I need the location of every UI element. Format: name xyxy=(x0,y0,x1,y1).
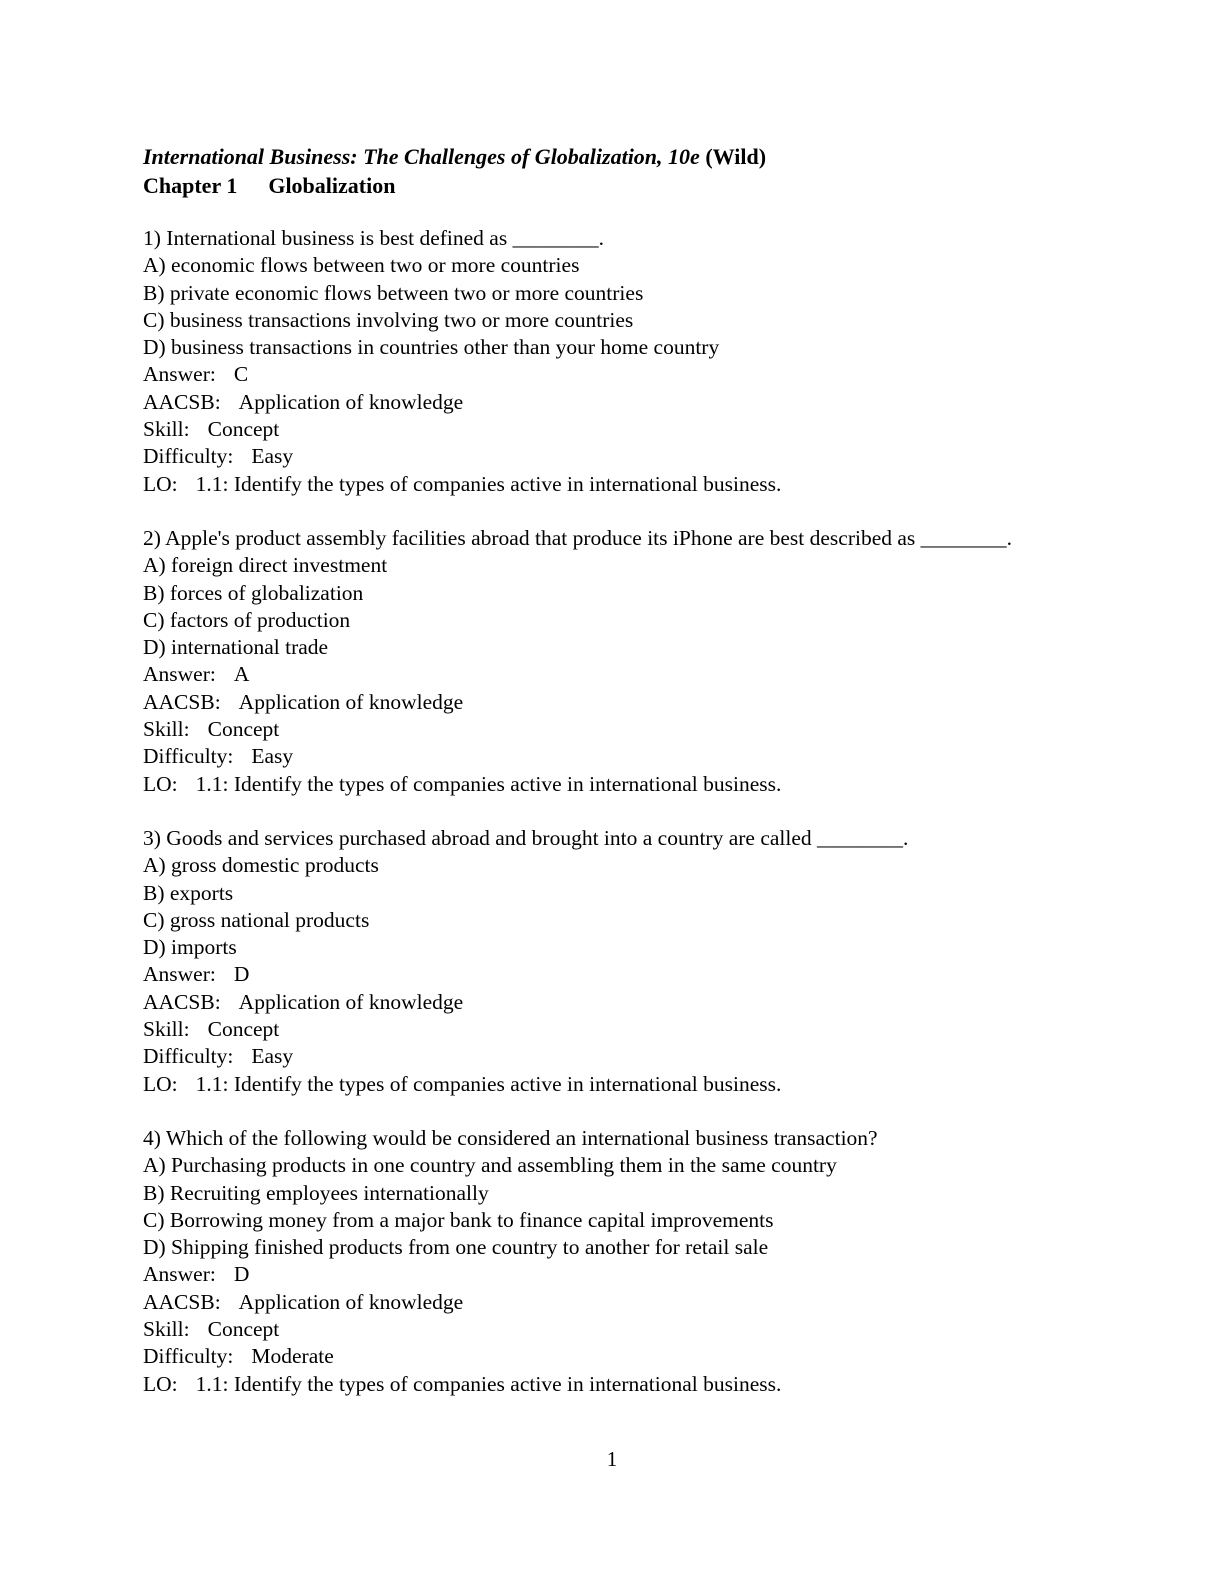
question-list xyxy=(143,225,1103,1398)
lo-line-value: 1.1: Identify the types of companies active in international business. xyxy=(195,771,782,796)
aacsb-line xyxy=(143,989,1103,1016)
difficulty-line xyxy=(143,1343,1103,1370)
answer-option: B) private economic flows between two or more countries xyxy=(143,280,644,305)
answer-option: D) imports xyxy=(143,935,237,960)
aacsb-line-label: AACSB: xyxy=(143,689,221,714)
lo-line-label: LO: xyxy=(143,771,178,796)
aacsb-line xyxy=(143,1289,1103,1316)
book-title-line xyxy=(143,142,1103,171)
answer-option: D) business transactions in countries other than your home country xyxy=(143,335,720,360)
lo-line-label: LO: xyxy=(143,1071,178,1096)
chapter-label: Chapter 1 xyxy=(143,173,238,198)
skill-line-value: Concept xyxy=(207,1316,280,1341)
difficulty-line-label: Difficulty: xyxy=(143,1344,234,1369)
question-block xyxy=(143,1125,1103,1398)
answer-line xyxy=(143,961,1103,988)
chapter-heading xyxy=(143,171,1103,200)
answer-line-value: D xyxy=(233,962,250,987)
lo-line xyxy=(143,1371,1103,1398)
question-block xyxy=(143,225,1103,498)
answer-line xyxy=(143,361,1103,388)
question-stem: 4) Which of the following would be considered an international business transaction? xyxy=(143,1125,878,1150)
answer-line xyxy=(143,1261,1103,1288)
aacsb-line-value: Application of knowledge xyxy=(238,989,464,1014)
lo-line-label: LO: xyxy=(143,1371,178,1396)
answer-option: C) factors of production xyxy=(143,607,351,632)
question-stem: 3) Goods and services purchased abroad and brought into a country are called ________. xyxy=(143,825,909,850)
answer-line-value: A xyxy=(233,662,250,687)
skill-line-label: Skill: xyxy=(143,717,190,742)
difficulty-line-label: Difficulty: xyxy=(143,744,234,769)
book-title: International Business: The Challenges of Globalization, 10e xyxy=(143,144,700,169)
skill-line-value: Concept xyxy=(207,1017,280,1042)
skill-line-value: Concept xyxy=(207,417,280,442)
answer-line-label: Answer: xyxy=(143,962,216,987)
answer-option: B) Recruiting employees internationally xyxy=(143,1180,489,1205)
aacsb-line-value: Application of knowledge xyxy=(238,389,464,414)
lo-line-value: 1.1: Identify the types of companies active in international business. xyxy=(195,471,782,496)
answer-option: C) Borrowing money from a major bank to finance capital improvements xyxy=(143,1207,774,1232)
question-block xyxy=(143,825,1103,1098)
lo-line xyxy=(143,471,1103,498)
difficulty-line-label: Difficulty: xyxy=(143,444,234,469)
answer-option: D) Shipping finished products from one country to another for retail sale xyxy=(143,1235,769,1260)
aacsb-line-label: AACSB: xyxy=(143,389,221,414)
answer-option: B) forces of globalization xyxy=(143,580,364,605)
skill-line xyxy=(143,716,1103,743)
answer-option: C) gross national products xyxy=(143,907,370,932)
document-page xyxy=(143,142,1103,1425)
lo-line-value: 1.1: Identify the types of companies active in international business. xyxy=(195,1071,782,1096)
document-header xyxy=(143,142,1103,200)
difficulty-line xyxy=(143,743,1103,770)
difficulty-line xyxy=(143,1043,1103,1070)
difficulty-line-value: Easy xyxy=(251,1044,294,1069)
answer-line-label: Answer: xyxy=(143,362,216,387)
lo-line xyxy=(143,1071,1103,1098)
aacsb-line-value: Application of knowledge xyxy=(238,689,464,714)
skill-line-label: Skill: xyxy=(143,1316,190,1341)
question-stem: 1) International business is best defined as ________. xyxy=(143,226,604,250)
answer-option: A) Purchasing products in one country and assembling them in the same country xyxy=(143,1153,837,1178)
answer-option: A) foreign direct investment xyxy=(143,553,388,578)
lo-line-value: 1.1: Identify the types of companies active in international business. xyxy=(195,1371,782,1396)
answer-option: B) exports xyxy=(143,880,234,905)
skill-line xyxy=(143,1316,1103,1343)
answer-line-value: C xyxy=(233,362,249,387)
difficulty-line-value: Moderate xyxy=(251,1344,334,1369)
answer-line-label: Answer: xyxy=(143,662,216,687)
difficulty-line xyxy=(143,443,1103,470)
difficulty-line-value: Easy xyxy=(251,744,294,769)
aacsb-line-label: AACSB: xyxy=(143,1289,221,1314)
difficulty-line-value: Easy xyxy=(251,444,294,469)
answer-option: A) gross domestic products xyxy=(143,853,379,878)
lo-line xyxy=(143,771,1103,798)
skill-line-value: Concept xyxy=(207,717,280,742)
book-author: (Wild) xyxy=(705,144,767,169)
skill-line xyxy=(143,416,1103,443)
answer-line-label: Answer: xyxy=(143,1262,216,1287)
aacsb-line xyxy=(143,689,1103,716)
lo-line-label: LO: xyxy=(143,471,178,496)
answer-option: C) business transactions involving two or more countries xyxy=(143,307,634,332)
page-number: 1 xyxy=(606,1447,618,1471)
answer-line-value: D xyxy=(233,1262,250,1287)
skill-line-label: Skill: xyxy=(143,417,190,442)
difficulty-line-label: Difficulty: xyxy=(143,1044,234,1069)
question-block xyxy=(143,525,1103,798)
skill-line xyxy=(143,1016,1103,1043)
question-stem: 2) Apple's product assembly facilities abroad that produce its iPhone are best described as ________. xyxy=(143,525,1013,550)
chapter-name: Globalization xyxy=(268,173,396,198)
answer-line xyxy=(143,661,1103,688)
aacsb-line-label: AACSB: xyxy=(143,989,221,1014)
aacsb-line xyxy=(143,389,1103,416)
answer-option: A) economic flows between two or more countries xyxy=(143,253,580,278)
answer-option: D) international trade xyxy=(143,635,329,660)
aacsb-line-value: Application of knowledge xyxy=(238,1289,464,1314)
skill-line-label: Skill: xyxy=(143,1017,190,1042)
